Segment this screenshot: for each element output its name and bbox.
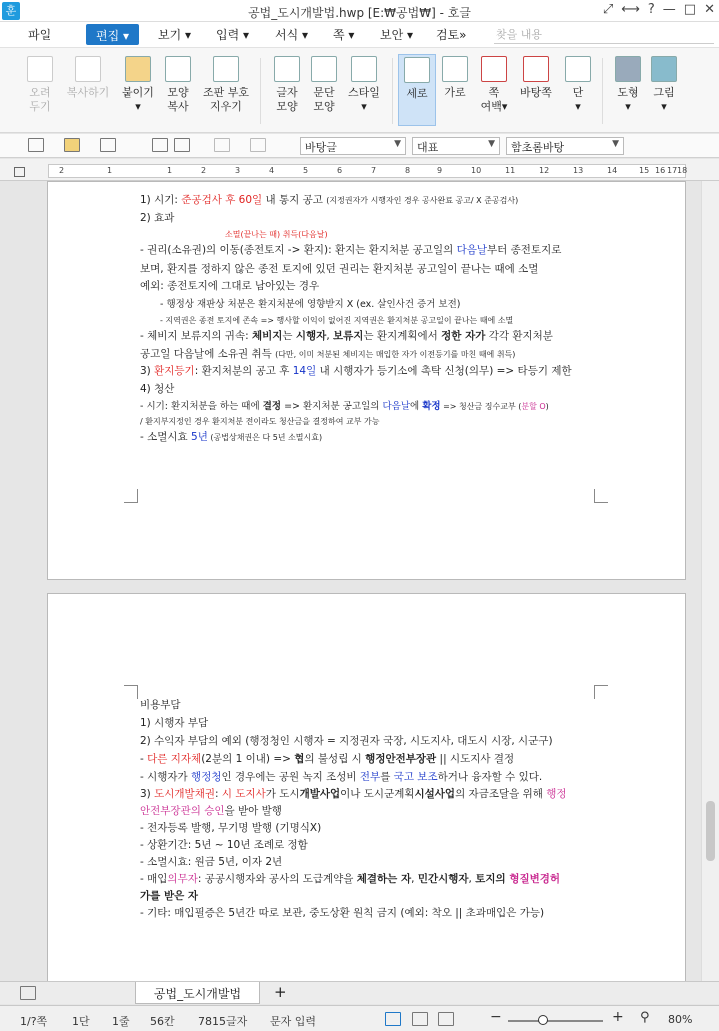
app-icon[interactable]: 훈: [2, 2, 20, 20]
para-shape-label: 문단 모양: [313, 86, 335, 113]
picture-icon: [651, 56, 677, 82]
title-bar: [0, 0, 719, 22]
clear-format-icon: [213, 56, 239, 82]
menu-view[interactable]: 보기 ▾: [158, 28, 192, 42]
ruler-number: 11: [505, 166, 516, 175]
ruler-number: 13: [573, 166, 584, 175]
ruler-number: 5: [303, 166, 309, 175]
ruler-number: 3: [235, 166, 241, 175]
doc-line: 3) 도시개발채권: 시 도지사가 도시개발사업이나 도시군계획시설사업의 자금조달을 위해 행정: [140, 788, 567, 800]
doc-line: - 체비지 보류지의 귀속: 체비지는 시행자, 보류지는 환지계획에서 정한 자가 각각 환지처분: [140, 330, 553, 342]
doc-line: 공고일 다음날에 소유권 취득 (다만, 이미 처분된 체비지는 매입한 자가 이전등기를 마친 때에 취득): [140, 348, 516, 360]
clipboard-icon: [125, 56, 151, 82]
minimize-icon[interactable]: —: [662, 2, 676, 17]
doc-line: 1) 시행자 부담: [140, 717, 209, 729]
doc-line: 비용부담: [140, 699, 181, 711]
doc-line: - 행정상 재판상 처분은 환지처분에 영향받지 X (ex. 살인사건 증거 보전): [160, 299, 461, 310]
save-icon[interactable]: [100, 138, 116, 152]
menu-review[interactable]: 검토»: [436, 28, 467, 42]
chevron-down-icon: ▼: [394, 139, 401, 149]
para-shape-icon: [311, 56, 337, 82]
close-icon[interactable]: ✕: [704, 2, 715, 17]
maximize-icon[interactable]: □: [683, 2, 697, 17]
status-chars: 7815글자: [198, 1015, 248, 1028]
style-select[interactable]: [300, 137, 406, 155]
picture-button[interactable]: [642, 54, 686, 114]
scissors-icon: [27, 56, 53, 82]
font-select-value: 함초롬바탕: [511, 141, 565, 154]
ruler-number: 1: [107, 166, 113, 175]
ruler-number: 1: [167, 166, 173, 175]
page-view-icon[interactable]: [385, 1012, 401, 1026]
doc-line: - 다른 지자체(2분의 1 이내) => 협의 불성립 시 행정안전부장관 || 시도지사 결정: [140, 753, 515, 765]
landscape-page-icon: [442, 56, 468, 82]
page-bg-label: 바탕쪽: [520, 86, 552, 99]
doc-tab[interactable]: 공법_도시개발법: [135, 982, 260, 1004]
document-tab-bar: [0, 981, 719, 1004]
page-bg-icon: [523, 56, 549, 82]
doc-line: - 매입의무자: 공공시행자와 공사의 도급계약을 체결하는 자, 민간시행자, 토지의 형질변경허: [140, 873, 561, 885]
ruler-number: 10: [471, 166, 482, 175]
brush-icon: [165, 56, 191, 82]
doc-line: - 시행자가 행정청인 경우에는 공원 녹지 조성비 전부를 국고 보조하거나 융자할 수 있다.: [140, 771, 543, 783]
copy-button[interactable]: [64, 54, 112, 100]
quick-toolbar: [0, 134, 719, 158]
style-label: 스타일 ▾: [348, 86, 380, 113]
page-corner-mark: [594, 685, 608, 699]
chevron-down-icon: ▼: [488, 139, 495, 149]
portrait-page-icon: [404, 57, 430, 83]
undo-icon[interactable]: [214, 138, 230, 152]
status-col: 56칸: [150, 1015, 175, 1028]
width-view-icon[interactable]: [412, 1012, 428, 1026]
doc-line: - 시기: 환지처분을 하는 때에 결정 => 환지처분 공고일의 다음날에 확정 => 청산금 징수교부 (분할 O): [140, 401, 549, 412]
columns-button[interactable]: [556, 54, 600, 114]
doc-annotation: 소멸(끝나는 때) 취득(다음날): [225, 230, 328, 239]
ruler-number: 2: [201, 166, 207, 175]
ruler-number: 8: [405, 166, 411, 175]
ruler-number: 9: [437, 166, 443, 175]
menu-file[interactable]: 파일: [28, 28, 52, 42]
open-folder-icon[interactable]: [64, 138, 80, 152]
doc-line: 안전부장관의 승인을 받아 발행: [140, 805, 282, 817]
paste-button[interactable]: [116, 54, 160, 114]
page-corner-mark: [124, 489, 138, 503]
doc-line: - 상환기간: 5년 ~ 10년 조례로 정함: [140, 839, 308, 851]
zoom-in-icon[interactable]: +: [612, 1009, 624, 1025]
help-icon[interactable]: ?: [647, 2, 655, 17]
menu-edit[interactable]: 편집 ▾: [86, 24, 139, 45]
doc-line: 보며, 환지를 정하지 않은 종전 토지에 있던 권리는 환지처분 공고일이 끝나는 때에 소멸: [140, 263, 539, 275]
columns-label: 단 ▾: [572, 86, 584, 113]
magnifier-icon[interactable]: ⚲: [640, 1010, 650, 1025]
font-select[interactable]: [506, 137, 624, 155]
ruler-number: 4: [269, 166, 275, 175]
menu-input[interactable]: 입력 ▾: [216, 28, 250, 42]
ruler-number: 6: [337, 166, 343, 175]
ruler-number: 2: [59, 166, 65, 175]
doc-line: 2) 수익자 부담의 예외 (행정청인 시행자 = 지정권자 국장, 시도지사, 대도시 시장, 시군구): [140, 735, 553, 747]
char-shape-icon: [274, 56, 300, 82]
doc-line: - 권리(소유권)의 이동(종전토지 -> 환지): 환지는 환지처분 공고일의 다음날부터 종전토지로: [140, 244, 562, 256]
status-bar: [0, 1005, 719, 1031]
new-doc-icon[interactable]: [28, 138, 44, 152]
multi-page-icon[interactable]: [438, 1012, 454, 1026]
ruler-number: 12: [539, 166, 550, 175]
ruler-row: [0, 159, 719, 181]
window-title: 공법_도시개발법.hwp [E:₩공법₩] - 호글: [248, 6, 471, 20]
menu-format[interactable]: 서식 ▾: [275, 28, 309, 42]
menu-page[interactable]: 쪽 ▾: [333, 28, 355, 42]
zoom-slider-knob[interactable]: [538, 1015, 548, 1025]
copy-icon: [75, 56, 101, 82]
doc-line: 3) 환지등기: 환지처분의 공고 후 14일 내 시행자가 등기소에 촉탁 신청(의무) => 타등기 제한: [140, 365, 572, 377]
portrait-button[interactable]: [398, 54, 436, 126]
horizontal-ruler[interactable]: [48, 164, 686, 178]
para-shape-button[interactable]: [302, 54, 346, 114]
status-input-mode[interactable]: 문자 입력: [270, 1015, 317, 1028]
cut-button[interactable]: [18, 54, 62, 114]
status-column: 1단: [72, 1015, 90, 1028]
doc-line: 가를 받은 자: [140, 890, 199, 902]
page-corner-mark: [124, 685, 138, 699]
split-icon[interactable]: ⟷: [621, 2, 640, 17]
ruler-number: 14: [607, 166, 618, 175]
window-controls: [603, 2, 715, 17]
cut-label: 오려 두기: [29, 86, 51, 113]
page-bg-button[interactable]: [514, 54, 558, 100]
style-icon: [351, 56, 377, 82]
ruler-number: 18: [677, 166, 688, 175]
zoom-slider[interactable]: [508, 1020, 603, 1022]
format-copy-button[interactable]: [156, 54, 200, 114]
search-input[interactable]: 찾을 내용: [494, 26, 714, 44]
shapes-icon: [615, 56, 641, 82]
doc-line: 예외: 종전토지에 그대로 남아있는 경우: [140, 280, 320, 292]
columns-icon: [565, 56, 591, 82]
add-tab-button[interactable]: +: [274, 983, 287, 1001]
doc-line: - 기타: 매입필증은 5년간 따로 보관, 중도상환 원칙 금지 (예외: 착오 || 초과매입은 가능): [140, 907, 545, 919]
format-copy-label: 모양 복사: [167, 86, 189, 113]
ribbon: [0, 47, 719, 133]
ruler-number: 7: [371, 166, 377, 175]
copy-label: 복사하기: [66, 86, 110, 99]
status-line: 1줄: [112, 1015, 130, 1028]
redo-icon[interactable]: [250, 138, 266, 152]
separator: [392, 58, 393, 124]
font-lang-select[interactable]: [412, 137, 500, 155]
shapes-label: 도형 ▾: [617, 86, 639, 113]
scrollbar-thumb[interactable]: [706, 801, 715, 861]
chevron-down-icon: ▼: [612, 139, 619, 149]
menu-security[interactable]: 보안 ▾: [380, 28, 414, 42]
fullscreen-icon[interactable]: ⤢: [602, 2, 614, 17]
separator: [602, 58, 603, 124]
paste-label: 붙이기 ▾: [122, 86, 154, 113]
doc-line: - 소멸시효: 원금 5년, 이자 2년: [140, 856, 283, 868]
ruler-number: 15: [639, 166, 650, 175]
style-select-value: 바탕글: [305, 141, 337, 154]
picture-label: 그림 ▾: [653, 86, 675, 113]
clear-format-button[interactable]: [200, 54, 252, 114]
status-page[interactable]: 1/?쪽: [20, 1015, 48, 1028]
zoom-level[interactable]: 80%: [668, 1013, 693, 1026]
doc-line: 2) 효과: [140, 212, 175, 224]
margins-label: 쪽 여백▾: [480, 86, 508, 113]
preview-icon[interactable]: [174, 138, 190, 152]
page-corner-mark: [594, 489, 608, 503]
char-shape-label: 글자 모양: [276, 86, 298, 113]
tab-list-icon[interactable]: [20, 986, 36, 1000]
doc-line: - 소멸시효 5년 (공법상채권은 다 5년 소멸시효): [140, 431, 323, 443]
clear-format-label: 조판 부호 지우기: [202, 86, 249, 113]
doc-line: - 전자등록 발행, 무기명 발행 (기명식X): [140, 822, 322, 834]
ruler-number: 16: [655, 166, 666, 175]
style-button[interactable]: [342, 54, 386, 114]
doc-line: 1) 시기: 준공검사 후 60일 내 통지 공고 (지정권자가 시행자인 경우 공사완료 공고/ X 준공검사): [140, 194, 519, 206]
margins-button[interactable]: [472, 54, 516, 114]
zoom-out-icon[interactable]: −: [490, 1009, 502, 1025]
menu-bar: [0, 22, 719, 47]
print-icon[interactable]: [152, 138, 168, 152]
tab-stop-icon[interactable]: [14, 167, 25, 177]
portrait-label: 세로: [406, 87, 428, 100]
landscape-button[interactable]: [436, 54, 474, 100]
separator: [260, 58, 261, 124]
doc-line: - 지역권은 종전 토지에 존속 => 행사할 이익이 없어진 지역권은 환지처분 공고일이 끝나는 때에 소멸: [160, 316, 514, 325]
doc-line: / 환지부지정인 경우 환지처분 전이라도 청산금을 결정하여 교부 가능: [140, 417, 380, 426]
landscape-label: 가로: [444, 86, 466, 99]
margins-icon: [481, 56, 507, 82]
doc-line: 4) 청산: [140, 383, 175, 395]
ruler-number: 17: [667, 166, 678, 175]
font-lang-value: 대표: [417, 141, 439, 154]
vertical-scrollbar[interactable]: [701, 181, 719, 981]
